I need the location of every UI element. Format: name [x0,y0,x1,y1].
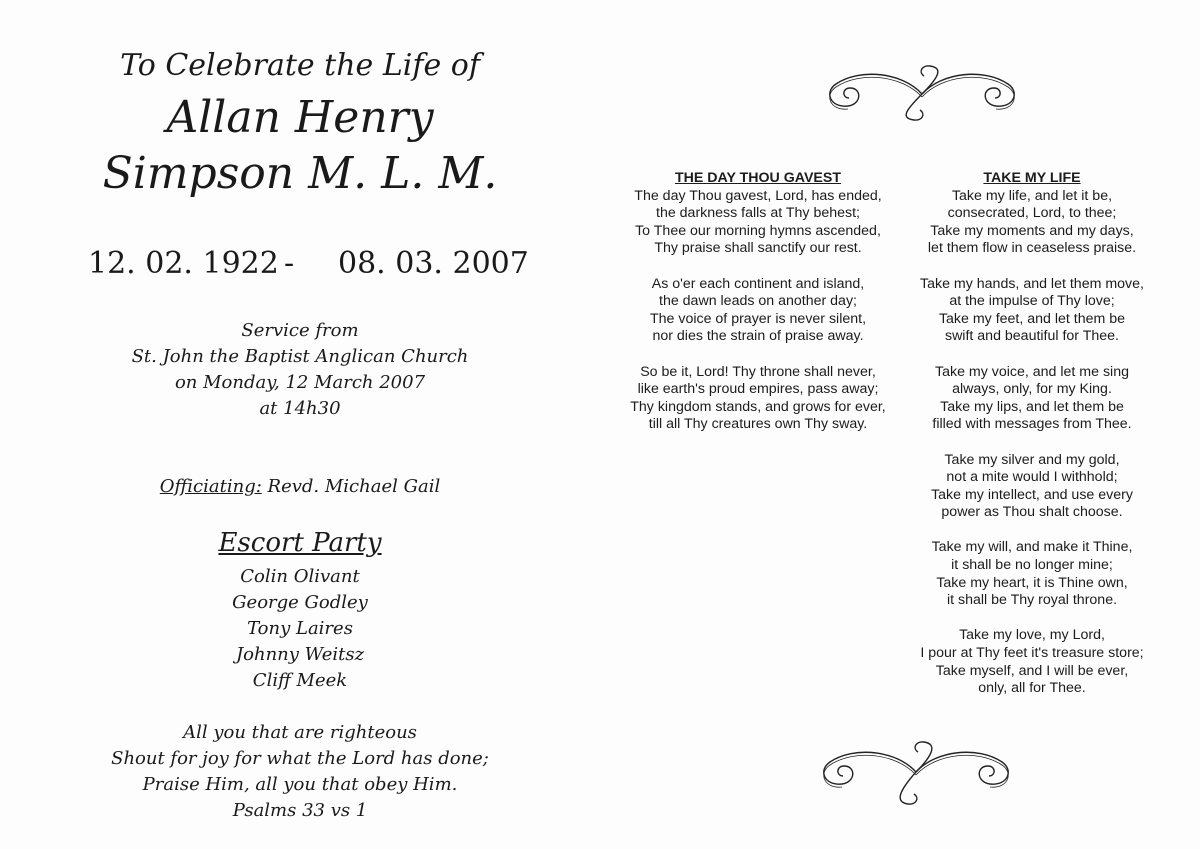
hymn-line: till all Thy creatures own Thy sway. [648,416,868,433]
hymn-line: Take my feet, and let them be [938,310,1126,327]
escort-member: Tony Laires [247,618,353,639]
escort-member: George Godley [232,592,368,613]
hymn-line: Take my lips, and let them be [940,398,1124,415]
scroll-ornament-icon [816,734,1016,808]
service-time: at 14h30 [259,398,341,419]
heading-name-last: Simpson M. L. M. [102,148,498,199]
hymn-line: filled with messages from Thee. [932,416,1132,433]
hymn-line: Thy kingdom stands, and grows for ever, [630,398,886,415]
hymn-line: at the impulse of Thy love; [949,293,1115,310]
hymn-line: it shall be Thy royal throne. [946,592,1118,609]
officiating-label: Officiating: [159,476,262,497]
hymn-line: The voice of prayer is never silent, [649,310,867,327]
service-church: St. John the Baptist Anglican Church [131,346,469,367]
verse-line: Praise Him, all you that obey Him. [142,774,458,795]
hymn-line: consecrated, Lord, to thee; [947,205,1117,222]
service-line: Service from [241,320,359,341]
hymn-day-thou-gavest [610,170,906,434]
escort-party-title: Escort Party [218,528,382,558]
hymn-title: TAKE MY LIFE [983,170,1081,186]
hymn-line: let them flow in ceaseless praise. [927,240,1137,257]
date-separator: - [284,246,295,281]
hymn-stanza [904,539,1160,609]
escort-party-list [0,564,600,694]
right-panel [600,0,1200,849]
hymn-line: only, all for Thee. [978,680,1086,697]
hymn-line: Take my intellect, and use every [931,486,1133,503]
hymn-line: Take my moments and my days, [930,222,1134,239]
hymn-line: like earth's proud empires, pass away; [637,381,879,398]
heading-name-first: Allan Henry [166,92,434,143]
escort-member: Cliff Meek [252,670,348,691]
hymn-stanza [904,627,1160,697]
hymn-line: not a mite would I withhold; [946,469,1118,486]
escort-member: Colin Olivant [240,566,360,587]
officiating-name: Revd. Michael Gail [267,476,441,497]
hymn-line: nor dies the strain of praise away. [652,328,864,345]
hymn-take-my-life [904,170,1160,698]
hymn-line: the dawn leads on another day; [659,293,857,310]
service-details [0,318,600,422]
hymn-stanza [904,188,1160,258]
hymn-line: I pour at Thy feet it's treasure store; [920,645,1144,662]
hymn-line: Take my voice, and let me sing [935,363,1129,380]
death-date: 08. 03. 2007 [338,246,529,281]
hymn-line: As o'er each continent and island, [651,275,865,292]
hymn-line: always, only, for my King. [952,381,1112,398]
hymn-stanza [610,188,906,258]
hymn-line: swift and beautiful for Thee. [944,328,1120,345]
verse-reference: Psalms 33 vs 1 [232,800,368,821]
hymn-stanza [904,276,1160,346]
hymn-stanza [610,276,906,346]
hymn-stanza [610,364,906,434]
scripture-verse [0,720,600,824]
escort-member: Johnny Weitsz [235,644,365,665]
heading-celebrate: To Celebrate the Life of [120,48,480,83]
hymn-stanza [904,452,1160,522]
hymn-title: THE DAY THOU GAVEST [674,170,842,186]
life-dates [0,246,600,286]
hymn-line: Take my hands, and let them move, [920,275,1144,292]
hymn-line: To Thee our morning hymns ascended, [635,222,881,239]
hymn-line: Take my will, and make it Thine, [931,539,1133,556]
hymn-line: So be it, Lord! Thy throne shall never, [640,363,876,380]
birth-date: 12. 02. 1922 [88,246,279,281]
verse-line: Shout for joy for what the Lord has done; [111,748,489,769]
hymn-line: it shall be no longer mine; [951,557,1113,574]
service-date: on Monday, 12 March 2007 [174,372,426,393]
hymn-line: Take my life, and let it be, [951,187,1113,204]
hymn-line: Take myself, and I will be ever, [935,662,1129,679]
scroll-ornament-icon [822,58,1022,124]
hymn-line: The day Thou gavest, Lord, has ended, [634,187,882,204]
hymn-stanza [904,364,1160,434]
hymn-line: Take my silver and my gold, [944,451,1120,468]
hymn-line: the darkness falls at Thy behest; [656,205,860,222]
hymn-line: Take my love, my Lord, [959,627,1105,644]
officiating [0,476,600,497]
hymn-line: Thy praise shall sanctify our rest. [654,240,862,257]
verse-line: All you that are righteous [183,722,417,743]
hymn-line: Take my heart, it is Thine own, [936,574,1128,591]
hymn-line: power as Thou shalt choose. [941,504,1123,521]
